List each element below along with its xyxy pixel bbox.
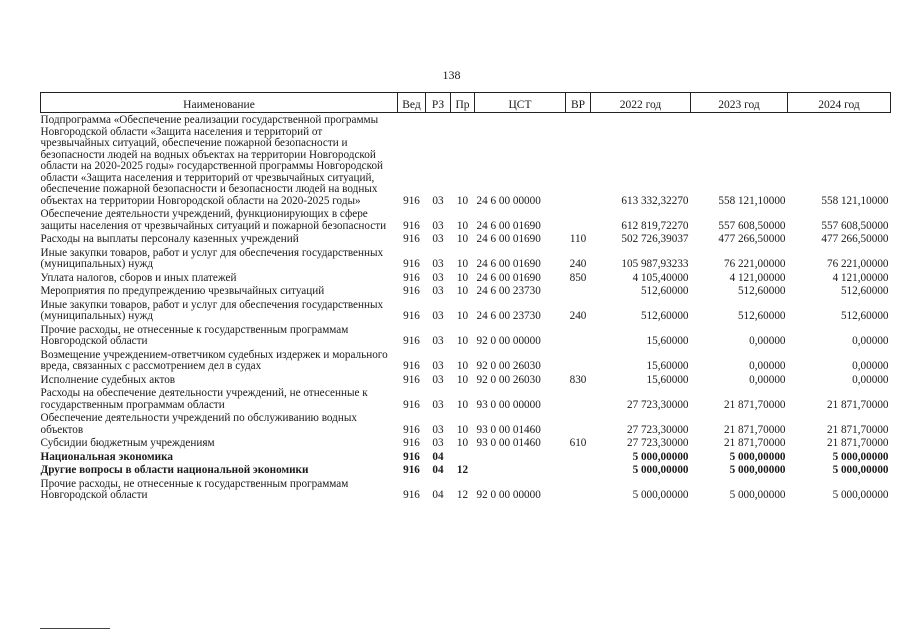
row-2023: 512,60000 bbox=[737, 285, 786, 297]
row-ved: 916 bbox=[403, 194, 420, 207]
row-name: Национальная экономика bbox=[40, 450, 173, 463]
row-name: Иные закупки товаров, работ и услуг для обеспечения государственных (муниципальных) нужд bbox=[40, 246, 384, 270]
row-rz: 03 bbox=[432, 310, 444, 322]
table-row bbox=[41, 207, 891, 232]
row-2024: 0,00000 bbox=[852, 373, 889, 386]
row-ved: 916 bbox=[403, 464, 420, 476]
header-pr: Пр bbox=[451, 93, 475, 113]
row-name: Подпрограмма «Обеспечение реализации государственной программы Новгородской области «Защита населения и территорий от чрезвычайных ситуаций, обеспечение пожарной безопасности и безопасности людей на водных объектах на территории Новгородской области на 2020-2025 годы» государственной программы Новгородской области «Защита населения и территорий от чрезвычайных ситуаций, обеспечение пожарной безопасности и безопасности людей на водных объектах на территории Новгородской области на 2020-2025 годы» bbox=[40, 114, 384, 207]
row-pr: 10 bbox=[456, 310, 469, 322]
row-cst: 92 0 00 00000 bbox=[476, 335, 541, 347]
row-2024: 21 871,70000 bbox=[826, 437, 889, 449]
row-2024: 21 871,70000 bbox=[826, 423, 889, 436]
row-2024: 5 000,00000 bbox=[832, 489, 889, 501]
row-vr bbox=[566, 284, 591, 298]
row-ved: 916 bbox=[403, 219, 420, 232]
row-vr bbox=[566, 113, 591, 208]
row-vr: 830 bbox=[569, 373, 587, 386]
row-name: Исполнение судебных актов bbox=[40, 373, 176, 386]
row-2024: 5 000,00000 bbox=[832, 464, 889, 476]
row-pr: 10 bbox=[456, 360, 469, 372]
row-name: Уплата налогов, сборов и иных платежей bbox=[40, 271, 237, 284]
row-2022: 5 000,00000 bbox=[632, 450, 689, 463]
row-2022: 27 723,30000 bbox=[626, 398, 689, 411]
header-2022: 2022 год bbox=[591, 93, 691, 113]
row-ved: 916 bbox=[403, 450, 420, 463]
row-2024: 557 608,50000 bbox=[821, 219, 889, 232]
row-rz: 03 bbox=[432, 423, 444, 436]
row-rz: 03 bbox=[432, 360, 444, 372]
row-2023: 5 000,00000 bbox=[729, 464, 786, 476]
row-2024: 76 221,00000 bbox=[826, 258, 889, 270]
row-2023: 0,00000 bbox=[749, 360, 786, 372]
row-2022: 612 819,72270 bbox=[621, 219, 689, 232]
row-2023: 477 266,50000 bbox=[718, 233, 786, 245]
row-pr: 10 bbox=[456, 285, 469, 297]
header-rz: РЗ bbox=[426, 93, 451, 113]
row-cst: 93 0 00 01460 bbox=[476, 423, 541, 436]
row-2023: 5 000,00000 bbox=[729, 489, 786, 501]
row-cst: 24 6 00 23730 bbox=[476, 310, 541, 322]
row-vr bbox=[566, 386, 591, 411]
row-pr: 10 bbox=[456, 271, 469, 284]
row-cst: 24 6 00 01690 bbox=[476, 258, 541, 270]
row-pr bbox=[451, 450, 475, 464]
row-vr: 110 bbox=[569, 233, 587, 245]
row-2022: 27 723,30000 bbox=[626, 437, 689, 449]
header-2023: 2023 год bbox=[691, 93, 788, 113]
row-rz: 03 bbox=[432, 335, 444, 347]
row-vr bbox=[566, 207, 591, 232]
row-2022: 15,60000 bbox=[646, 373, 689, 386]
row-rz: 03 bbox=[432, 219, 444, 232]
row-ved: 916 bbox=[403, 360, 420, 372]
table-row bbox=[41, 284, 891, 298]
row-name: Иные закупки товаров, работ и услуг для обеспечения государственных (муниципальных) нужд bbox=[40, 298, 384, 322]
row-pr: 10 bbox=[456, 233, 469, 245]
row-2022: 512,60000 bbox=[640, 310, 689, 322]
row-2023: 0,00000 bbox=[749, 373, 786, 386]
row-pr: 12 bbox=[456, 489, 469, 501]
table-body bbox=[41, 113, 891, 502]
row-2024: 477 266,50000 bbox=[821, 233, 889, 245]
table-row bbox=[41, 323, 891, 348]
row-cst: 24 6 00 01690 bbox=[476, 271, 541, 284]
row-ved: 916 bbox=[403, 310, 420, 322]
row-rz: 03 bbox=[432, 437, 444, 449]
row-2024: 0,00000 bbox=[852, 360, 889, 372]
row-2024: 558 121,10000 bbox=[821, 194, 889, 207]
row-vr: 850 bbox=[569, 271, 587, 284]
row-ved: 916 bbox=[403, 271, 420, 284]
row-2024: 512,60000 bbox=[840, 310, 889, 322]
table-row bbox=[41, 386, 891, 411]
row-name: Другие вопросы в области национальной экономики bbox=[40, 464, 309, 476]
row-cst: 92 0 00 26030 bbox=[476, 373, 541, 386]
table-row bbox=[41, 477, 891, 502]
row-2024: 0,00000 bbox=[852, 335, 889, 347]
row-pr: 10 bbox=[456, 335, 469, 347]
row-vr bbox=[566, 411, 591, 436]
row-ved: 916 bbox=[403, 335, 420, 347]
row-vr: 240 bbox=[569, 310, 587, 322]
row-2024: 21 871,70000 bbox=[826, 398, 889, 411]
row-2022: 27 723,30000 bbox=[626, 423, 689, 436]
table-row bbox=[41, 373, 891, 387]
row-rz: 03 bbox=[432, 271, 444, 284]
row-2022: 512,60000 bbox=[640, 285, 689, 297]
row-vr bbox=[566, 477, 591, 502]
table-row bbox=[41, 113, 891, 208]
header-ved: Вед bbox=[398, 93, 426, 113]
row-cst: 92 0 00 00000 bbox=[476, 489, 541, 501]
row-rz: 03 bbox=[432, 233, 444, 245]
row-rz: 03 bbox=[432, 398, 444, 411]
table-row bbox=[41, 450, 891, 464]
table-row bbox=[41, 232, 891, 246]
row-2023: 558 121,10000 bbox=[718, 194, 786, 207]
row-cst: 93 0 00 00000 bbox=[476, 398, 541, 411]
row-2023: 21 871,70000 bbox=[723, 398, 786, 411]
row-vr bbox=[566, 463, 591, 477]
table-row bbox=[41, 463, 891, 477]
row-ved: 916 bbox=[403, 373, 420, 386]
row-2022: 4 105,40000 bbox=[632, 271, 689, 284]
row-ved: 916 bbox=[403, 258, 420, 270]
row-cst: 24 6 00 01690 bbox=[476, 233, 541, 245]
row-cst bbox=[475, 463, 566, 477]
row-2024: 4 121,00000 bbox=[832, 271, 889, 284]
row-name: Возмещение учреждением-ответчиком судебных издержек и морального вреда, связанных с рассмотрением дел в судах bbox=[40, 348, 388, 372]
row-rz: 03 bbox=[432, 285, 444, 297]
table-row bbox=[41, 411, 891, 436]
row-2022: 15,60000 bbox=[646, 360, 689, 372]
row-ved: 916 bbox=[403, 489, 420, 501]
row-pr: 10 bbox=[456, 373, 469, 386]
row-2022: 15,60000 bbox=[646, 335, 689, 347]
header-name: Наименование bbox=[41, 93, 398, 113]
row-ved: 916 bbox=[403, 285, 420, 297]
table-row bbox=[41, 271, 891, 285]
header-2024: 2024 год bbox=[788, 93, 891, 113]
row-vr bbox=[566, 348, 591, 373]
row-rz: 03 bbox=[432, 194, 444, 207]
row-rz: 04 bbox=[432, 450, 444, 463]
row-name: Расходы на выплаты персоналу казенных учреждений bbox=[40, 233, 299, 245]
row-name: Обеспечение деятельности учреждений, функционирующих в сфере защиты населения от чрезвычайных ситуаций и пожарной безопасности bbox=[40, 208, 387, 232]
row-pr: 10 bbox=[456, 219, 469, 232]
row-2023: 5 000,00000 bbox=[729, 450, 786, 463]
row-2022: 613 332,32270 bbox=[621, 194, 689, 207]
row-ved: 916 bbox=[403, 423, 420, 436]
row-ved: 916 bbox=[403, 437, 420, 449]
row-2023: 512,60000 bbox=[737, 310, 786, 322]
table-row bbox=[41, 298, 891, 323]
row-rz: 04 bbox=[432, 489, 444, 501]
row-vr: 240 bbox=[569, 258, 587, 270]
row-2023: 557 608,50000 bbox=[718, 219, 786, 232]
row-2024: 512,60000 bbox=[840, 285, 889, 297]
row-pr: 10 bbox=[456, 398, 469, 411]
row-cst: 93 0 00 01460 bbox=[476, 437, 541, 449]
row-name: Мероприятия по предупреждению чрезвычайных ситуаций bbox=[40, 285, 325, 297]
page-number: 138 bbox=[442, 68, 461, 82]
row-2022: 5 000,00000 bbox=[632, 489, 689, 501]
row-pr: 12 bbox=[456, 464, 469, 476]
header-row bbox=[41, 93, 891, 113]
row-2023: 76 221,00000 bbox=[723, 258, 786, 270]
row-vr bbox=[566, 323, 591, 348]
row-cst: 24 6 00 23730 bbox=[476, 285, 541, 297]
row-2022: 5 000,00000 bbox=[632, 464, 689, 476]
row-rz: 04 bbox=[432, 464, 444, 476]
footnote-divider bbox=[40, 628, 110, 629]
row-pr: 10 bbox=[456, 423, 469, 436]
row-cst bbox=[475, 450, 566, 464]
row-vr bbox=[566, 450, 591, 464]
row-2023: 0,00000 bbox=[749, 335, 786, 347]
row-2023: 21 871,70000 bbox=[723, 437, 786, 449]
table-row bbox=[41, 436, 891, 450]
row-pr: 10 bbox=[456, 437, 469, 449]
row-pr: 10 bbox=[456, 258, 469, 270]
row-cst: 24 6 00 01690 bbox=[476, 219, 541, 232]
row-cst: 92 0 00 26030 bbox=[476, 360, 541, 372]
row-name: Расходы на обеспечение деятельности учреждений, не отнесенные к государственным программам области bbox=[40, 387, 368, 411]
row-name: Прочие расходы, не отнесенные к государственным программам Новгородской области bbox=[40, 477, 349, 501]
row-name: Субсидии бюджетным учреждениям bbox=[40, 437, 215, 449]
row-2024: 5 000,00000 bbox=[832, 450, 889, 463]
row-2023: 21 871,70000 bbox=[723, 423, 786, 436]
row-name: Прочие расходы, не отнесенные к государственным программам Новгородской области bbox=[40, 323, 349, 347]
row-rz: 03 bbox=[432, 373, 444, 386]
row-2023: 4 121,00000 bbox=[729, 271, 786, 284]
table-row bbox=[41, 246, 891, 271]
header-vr: ВР bbox=[566, 93, 591, 113]
row-vr: 610 bbox=[569, 437, 587, 449]
row-ved: 916 bbox=[403, 233, 420, 245]
budget-table bbox=[40, 92, 891, 502]
row-2022: 502 726,39037 bbox=[621, 233, 689, 245]
row-2022: 105 987,93233 bbox=[621, 258, 689, 270]
row-cst: 24 6 00 00000 bbox=[476, 194, 541, 207]
row-pr: 10 bbox=[456, 194, 469, 207]
row-rz: 03 bbox=[432, 258, 444, 270]
row-ved: 916 bbox=[403, 398, 420, 411]
row-name: Обеспечение деятельности учреждений по обслуживанию водных объектов bbox=[40, 412, 357, 436]
header-cst: ЦСТ bbox=[475, 93, 566, 113]
table-row bbox=[41, 348, 891, 373]
